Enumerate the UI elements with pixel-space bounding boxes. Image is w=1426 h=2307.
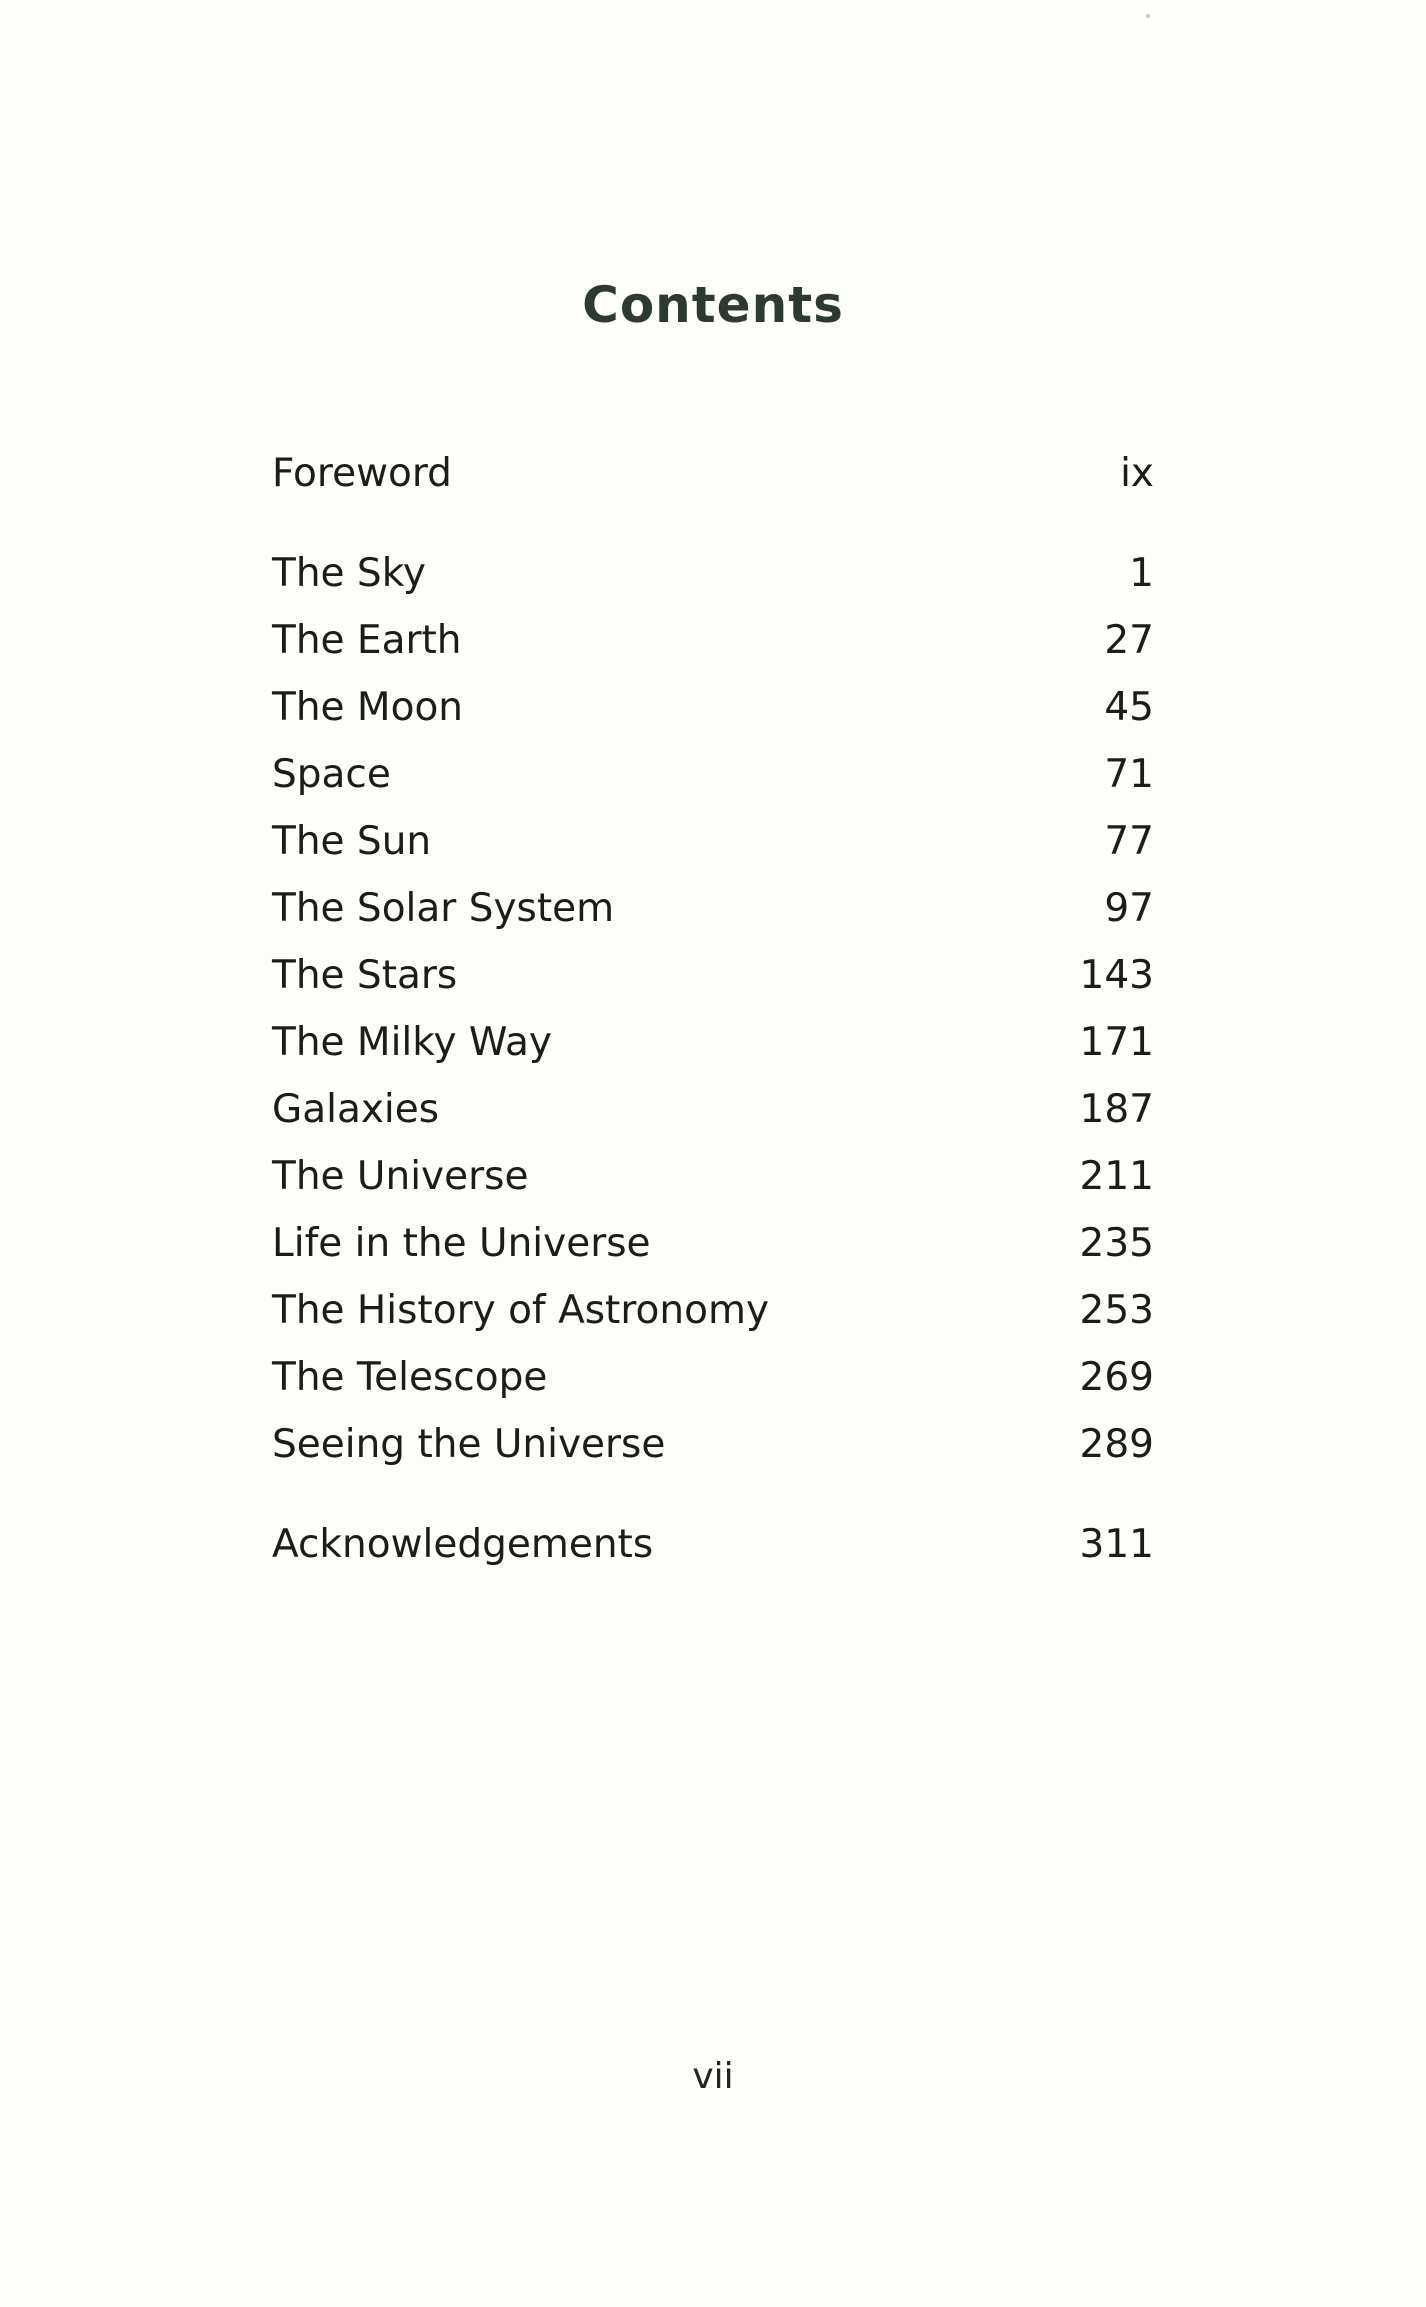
toc-entry-title: The Sun [272, 819, 432, 864]
toc-entry-title: Seeing the Universe [272, 1422, 666, 1467]
toc-entry-page: 211 [1079, 1154, 1154, 1199]
toc-entry-page: 45 [1104, 685, 1154, 730]
contents-heading: Contents [582, 276, 844, 334]
toc-entry-title: Space [272, 752, 391, 797]
toc-entry-title: Acknowledgements [272, 1522, 654, 1567]
toc-entry-page: 71 [1104, 752, 1154, 797]
toc-entry [272, 1013, 1154, 1073]
toc-entry-foreword [272, 444, 1154, 504]
toc-entry-title: The Moon [272, 685, 464, 730]
toc-entry-page: 77 [1104, 819, 1154, 864]
toc-entry-acknowledgements [272, 1515, 1154, 1575]
toc-entry-page: 311 [1079, 1522, 1154, 1567]
toc-entry-page: 171 [1079, 1020, 1154, 1065]
toc-entry [272, 946, 1154, 1006]
toc-entry-page: 235 [1079, 1221, 1154, 1266]
toc-entry [272, 1147, 1154, 1207]
toc-entry [272, 1415, 1154, 1475]
toc-entry-title: The Stars [272, 953, 458, 998]
toc-entry-page: 143 [1079, 953, 1154, 998]
toc-entry [272, 812, 1154, 872]
toc-entry-page: 1 [1129, 551, 1154, 596]
toc-entry [272, 1080, 1154, 1140]
toc-entry-title: The Milky Way [272, 1020, 552, 1065]
toc-entry [272, 879, 1154, 939]
toc-entry-title: The Telescope [272, 1355, 548, 1400]
toc-entry-page: 27 [1104, 618, 1154, 663]
toc-entry-title: The History of Astronomy [272, 1288, 770, 1333]
toc-entry-page: 253 [1079, 1288, 1154, 1333]
toc-entry-title: Foreword [272, 451, 452, 496]
toc-entry-title: Galaxies [272, 1087, 440, 1132]
toc-entry [272, 678, 1154, 738]
page-number: vii [692, 2056, 734, 2097]
toc-entry-page: 187 [1079, 1087, 1154, 1132]
scan-speck [1146, 14, 1150, 18]
toc-entry-title: The Sky [272, 551, 426, 596]
toc-entry [272, 544, 1154, 604]
toc-entry [272, 1214, 1154, 1274]
toc-entry [272, 1281, 1154, 1341]
toc-entry [272, 745, 1154, 805]
toc-entry-page: ix [1120, 451, 1154, 496]
toc-entry-title: The Universe [272, 1154, 529, 1199]
toc-entry-title: The Earth [272, 618, 462, 663]
toc-entry-page: 289 [1079, 1422, 1154, 1467]
toc-entry [272, 611, 1154, 671]
toc-entry-title: The Solar System [272, 886, 615, 931]
toc-entry [272, 1348, 1154, 1408]
toc-entry-title: Life in the Universe [272, 1221, 651, 1266]
toc-entry-page: 269 [1079, 1355, 1154, 1400]
toc-entry-page: 97 [1104, 886, 1154, 931]
